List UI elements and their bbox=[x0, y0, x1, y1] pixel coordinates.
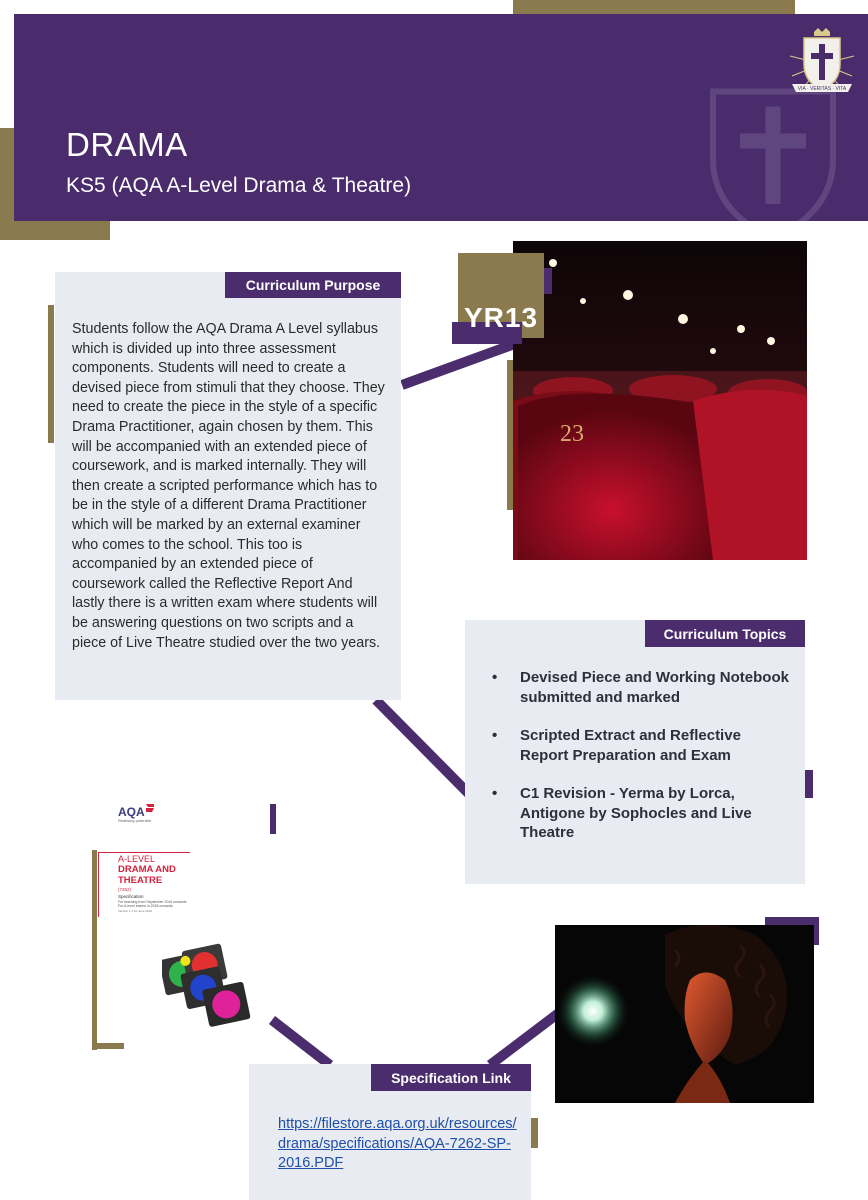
specification-link-tag: Specification Link bbox=[371, 1064, 531, 1091]
doc-level: A-LEVEL bbox=[118, 854, 156, 864]
aqa-logo: AQA bbox=[118, 805, 145, 819]
curriculum-purpose-text: Students follow the AQA Drama A Level syllabus which is divided up into three assessment components. Students will need to create a devised piece from stimuli that they choose. They need to create the piece in the style of a specific Drama Practitioner, again chosen by them. This will be accompanied with an extended piece of coursework, and is marked internally. They will then create a scripted performance which has to be in the style of a different Drama Practitioner which will be marked by an external examiner who comes to the school. This too is accompanied by an extended piece of coursework called the Reflective Report And lastly there is a written exam where students will be answering questions on two scripts and a piece of Live Theatre studied over the two years. bbox=[72, 321, 385, 651]
doc-code: (7262) bbox=[118, 887, 132, 892]
bullet-icon: • bbox=[492, 727, 498, 744]
doc-note1: For teaching from September 2016 onwards bbox=[118, 900, 187, 904]
doc-title-line1: DRAMA AND bbox=[118, 864, 176, 875]
topic-item: • Devised Piece and Working Notebook submitted and marked bbox=[492, 669, 789, 706]
doc-title-line2: THEATRE bbox=[118, 875, 163, 886]
colour-gel-filters-icon bbox=[162, 942, 262, 1038]
page-title: DRAMA bbox=[66, 126, 188, 163]
topics-purple-accent bbox=[805, 770, 813, 798]
doc-spec-label: Specification bbox=[118, 894, 144, 899]
theatre-seats-photo bbox=[513, 241, 807, 560]
topic-item: • Scripted Extract and Reflective Report Preparation and Exam bbox=[492, 727, 741, 764]
bullet-icon: • bbox=[492, 785, 498, 802]
aqa-logo-mark-icon bbox=[145, 803, 155, 813]
curriculum-topics-list bbox=[490, 668, 790, 862]
doc-red-edge bbox=[98, 852, 99, 917]
seat-number: 23 bbox=[560, 421, 584, 447]
crest-motto: VIA · VERITAS · VITA bbox=[797, 86, 847, 92]
bullet-icon: • bbox=[492, 669, 498, 686]
purpose-gold-accent bbox=[48, 305, 54, 443]
photo-gold-accent bbox=[507, 360, 513, 510]
specification-document-image bbox=[96, 790, 276, 1045]
doc-version: Version 1.1 10 June 2016 bbox=[118, 909, 153, 913]
curriculum-purpose-tag: Curriculum Purpose bbox=[225, 272, 401, 298]
page-subtitle: KS5 (AQA A-Level Drama & Theatre) bbox=[66, 174, 412, 197]
curriculum-topics-tag: Curriculum Topics bbox=[645, 620, 805, 647]
spec-gold-accent bbox=[531, 1118, 538, 1148]
specification-link[interactable]: https://filestore.aqa.org.uk/resources/drama/specifications/AQA-7262-SP-2016.PDF bbox=[278, 1116, 517, 1171]
year-badge-label: YR13 bbox=[463, 302, 539, 333]
photo-purple-accent bbox=[544, 268, 552, 294]
doc-red-divider bbox=[98, 852, 190, 853]
doc-note2: For A-level exams in 2018 onwards bbox=[118, 904, 173, 908]
aqa-logo-tagline: Realising potential bbox=[118, 818, 151, 823]
topic-item: • C1 Revision - Yerma by Lorca, Antigone by Sophocles and Live Theatre bbox=[492, 785, 752, 841]
spotlight-portrait-photo bbox=[555, 925, 814, 1103]
